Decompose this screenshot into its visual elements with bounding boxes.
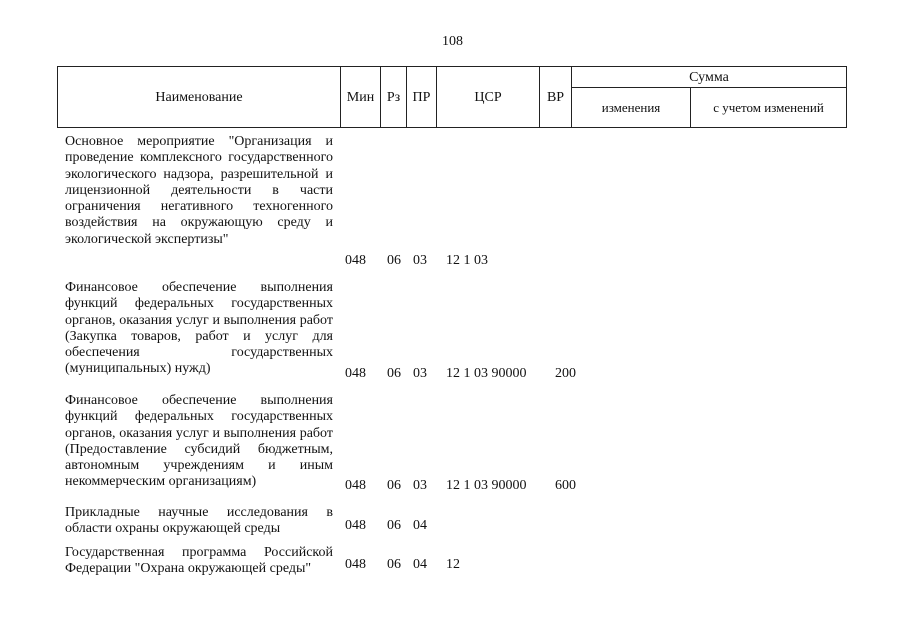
row-pr: 03 [413, 253, 427, 268]
row-rz: 06 [387, 478, 401, 493]
row-min: 048 [345, 518, 366, 533]
row-vr: 600 [555, 478, 576, 493]
row-rz: 06 [387, 253, 401, 268]
row-name: Финансовое обеспечение выполнения функций федеральных государственных органов, оказания услуг и выполнения работ (Предоставление субсидий бюджетным, автономным учреждениям и иным некоммерческим организациям) [65, 393, 333, 490]
row-pr: 04 [413, 557, 427, 572]
header-name: Наименование [58, 67, 341, 128]
row-csr: 12 1 03 90000 [446, 478, 527, 493]
row-min: 048 [345, 253, 366, 268]
row-rz: 06 [387, 557, 401, 572]
table-header [57, 66, 847, 128]
row-name: Финансовое обеспечение выполнения функций федеральных государственных органов, оказания услуг и выполнения работ (Закупка товаров, работ и услуг для обеспечения государственных (муниципальных) нужд) [65, 280, 333, 377]
row-vr: 200 [555, 366, 576, 381]
header-rz: Рз [381, 67, 407, 128]
header-min: Мин [341, 67, 381, 128]
row-name: Основное мероприятие "Организация и проведение комплексного государственного экологического надзора, разрешительной и лицензионной деятельности в части ограничения негативного техногенного воздействия на окружающую среду и экологической экспертизы" [65, 134, 333, 247]
header-vr: ВР [540, 67, 572, 128]
row-rz: 06 [387, 366, 401, 381]
row-csr: 12 1 03 [446, 253, 488, 268]
row-name: Государственная программа Российской Федерации "Охрана окружающей среды" [65, 545, 333, 577]
page-number: 108 [442, 34, 463, 49]
header-pr: ПР [407, 67, 437, 128]
row-pr: 03 [413, 366, 427, 381]
row-min: 048 [345, 366, 366, 381]
header-change: изменения [572, 88, 691, 128]
header-sum: Сумма [572, 67, 847, 88]
row-pr: 03 [413, 478, 427, 493]
row-min: 048 [345, 557, 366, 572]
row-rz: 06 [387, 518, 401, 533]
row-csr: 12 1 03 90000 [446, 366, 527, 381]
row-pr: 04 [413, 518, 427, 533]
row-min: 048 [345, 478, 366, 493]
row-csr: 12 [446, 557, 460, 572]
row-name: Прикладные научные исследования в области охраны окружающей среды [65, 505, 333, 537]
header-csr: ЦСР [437, 67, 540, 128]
header-with-changes: с учетом изменений [691, 88, 847, 128]
